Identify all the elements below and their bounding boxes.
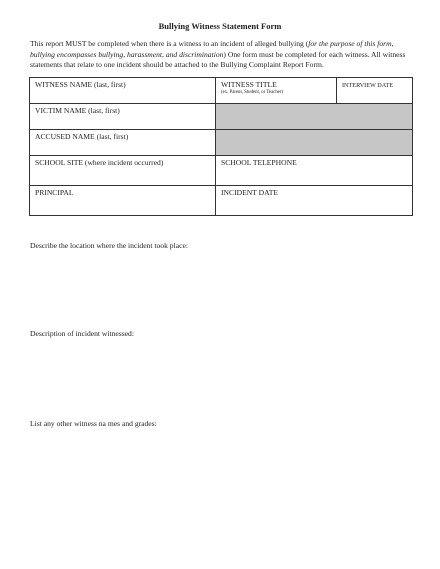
intro-paragraph: [30, 39, 414, 71]
victim-name-label: VICTIM NAME (last, first): [35, 106, 120, 115]
school-site-field[interactable]: [30, 156, 216, 186]
witness-name-field[interactable]: [30, 78, 216, 104]
location-prompt: Describe the location where the incident took place:: [30, 241, 188, 250]
form-title: Bullying Witness Statement Form: [158, 21, 282, 31]
table-row: [30, 186, 413, 216]
incident-date-label: INCIDENT DATE: [221, 188, 279, 197]
table-row: [30, 78, 413, 104]
witness-info-table: [29, 77, 413, 216]
table-row: [30, 104, 413, 130]
table-row: [30, 130, 413, 156]
school-telephone-label: SCHOOL TELEPHONE: [221, 158, 297, 167]
school-telephone-field[interactable]: [216, 156, 413, 186]
accused-name-field[interactable]: [30, 130, 216, 156]
other-witnesses-prompt: List any other witness na mes and grades:: [30, 419, 157, 428]
witness-title-hint: (ex. Parent, Student, or Teacher): [221, 90, 284, 95]
shaded-cell: [216, 104, 413, 130]
accused-name-label: ACCUSED NAME (last, first): [35, 132, 129, 141]
witness-name-label: WITNESS NAME (last, first): [35, 80, 126, 89]
intro-text-2: ) One form must be completed for each witness. All witness statements that relate to one incident should be attached to the Bullying Complaint Report Form.: [30, 49, 406, 69]
principal-label: PRINCIPAL: [35, 188, 74, 197]
interview-date-label: INTERVIEW DATE: [342, 82, 394, 89]
witness-title-label: WITNESS TITLE: [221, 80, 277, 89]
table-row: [30, 156, 413, 186]
witness-title-field[interactable]: [216, 78, 337, 104]
victim-name-field[interactable]: [30, 104, 216, 130]
incident-date-field[interactable]: [216, 186, 413, 216]
intro-text-1: This report MUST be completed when there is a witness to an incident of alleged bullying (: [30, 39, 309, 48]
intro-italic: for the purpose of this form, bullying encompasses bullying, harassment, and discrimination: [30, 39, 394, 59]
interview-date-field[interactable]: [337, 78, 413, 104]
school-site-label: SCHOOL SITE (where incident occurred): [35, 158, 164, 167]
description-prompt: Description of incident witnessed:: [30, 329, 134, 338]
shaded-cell: [216, 130, 413, 156]
principal-field[interactable]: [30, 186, 216, 216]
